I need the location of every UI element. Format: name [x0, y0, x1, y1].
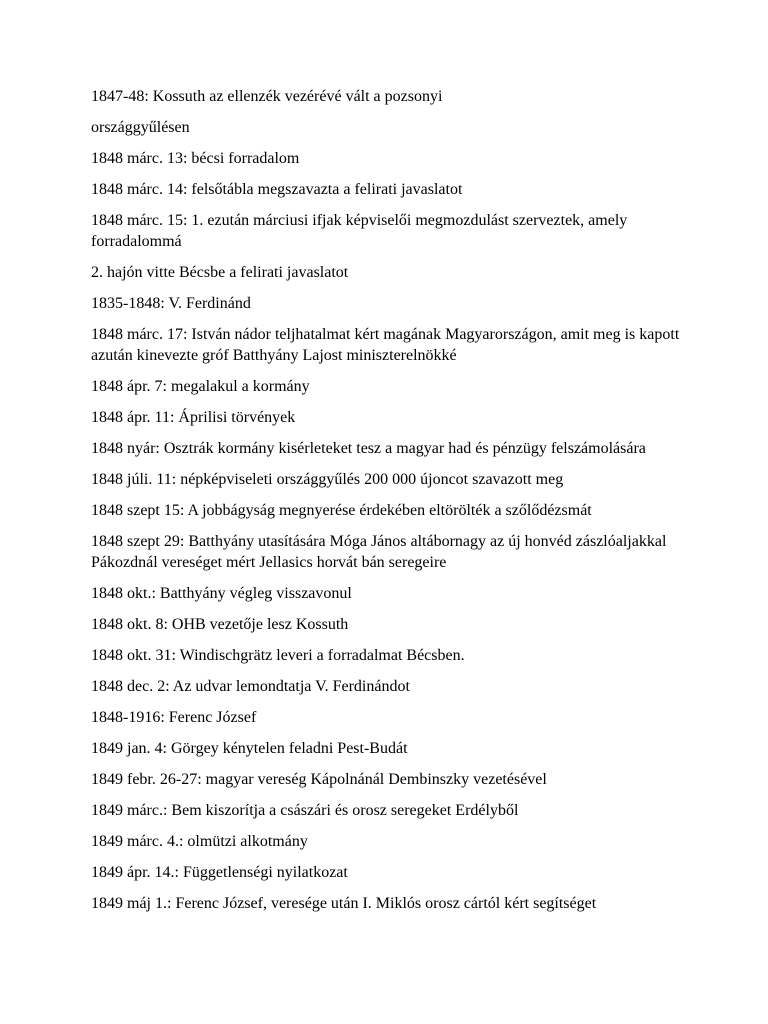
paragraph-25: 1849 máj 1.: Ferenc József, veresége után I. Miklós orosz cártól kért segítséget — [91, 895, 597, 912]
paragraph-24: 1849 ápr. 14.: Függetlenségi nyilatkozat — [91, 864, 348, 881]
paragraph-17: 1848 okt. 31: Windischgrätz leveri a forradalmat Bécsben. — [91, 647, 465, 664]
paragraph-11: 1848 nyár: Osztrák kormány kisérleteket tesz a magyar had és pénzügy felszámolására — [91, 440, 646, 457]
paragraph-6: 2. hajón vitte Bécsbe a felirati javaslatot — [91, 264, 349, 281]
paragraph-13: 1848 szept 15: A jobbágyság megnyerése érdekében eltörölték a szőlődézsmát — [91, 502, 592, 519]
paragraph-3: 1848 márc. 13: bécsi forradalom — [91, 150, 300, 167]
paragraph-2: országgyűlésen — [91, 119, 190, 136]
paragraph-21: 1849 febr. 26-27: magyar vereség Kápolnánál Dembinszky vezetésével — [91, 771, 547, 788]
paragraph-15: 1848 okt.: Batthyány végleg visszavonul — [91, 585, 352, 602]
paragraph-22: 1849 márc.: Bem kiszorítja a császári és orosz seregeket Erdélyből — [91, 802, 519, 819]
paragraph-5: 1848 márc. 15: 1. ezután márciusi ifjak képviselői megmozdulást szerveztek, amely forradalommá — [91, 212, 628, 250]
paragraph-7: 1835-1848: V. Ferdinánd — [91, 295, 251, 312]
paragraph-16: 1848 okt. 8: OHB vezetője lesz Kossuth — [91, 616, 349, 633]
document-page — [91, 86, 691, 924]
paragraph-23: 1849 márc. 4.: olmützi alkotmány — [91, 833, 308, 850]
paragraph-1: 1847-48: Kossuth az ellenzék vezérévé vált a pozsonyi — [91, 88, 443, 105]
paragraph-10: 1848 ápr. 11: Áprilisi törvények — [91, 409, 296, 426]
paragraph-20: 1849 jan. 4: Görgey kénytelen feladni Pest-Budát — [91, 740, 408, 757]
paragraph-19: 1848-1916: Ferenc József — [91, 709, 257, 726]
paragraph-14: 1848 szept 29: Batthyány utasítására Móga János altábornagy az új honvéd zászlóaljakkal Pákozdnál vereséget mért Jellasics horvát bán seregeire — [91, 533, 667, 571]
paragraph-12: 1848 júli. 11: népképviseleti országgyűlés 200 000 újoncot szavazott meg — [91, 471, 564, 488]
paragraph-8: 1848 márc. 17: István nádor teljhatalmat kért magának Magyarországon, amit meg is kapott azután kinevezte gróf Batthyány Lajost miniszterelnökké — [91, 326, 680, 364]
paragraph-4: 1848 márc. 14: felsőtábla megszavazta a felirati javaslatot — [91, 181, 463, 198]
paragraph-18: 1848 dec. 2: Az udvar lemondtatja V. Ferdinándot — [91, 678, 410, 695]
paragraph-9: 1848 ápr. 7: megalakul a kormány — [91, 378, 310, 395]
